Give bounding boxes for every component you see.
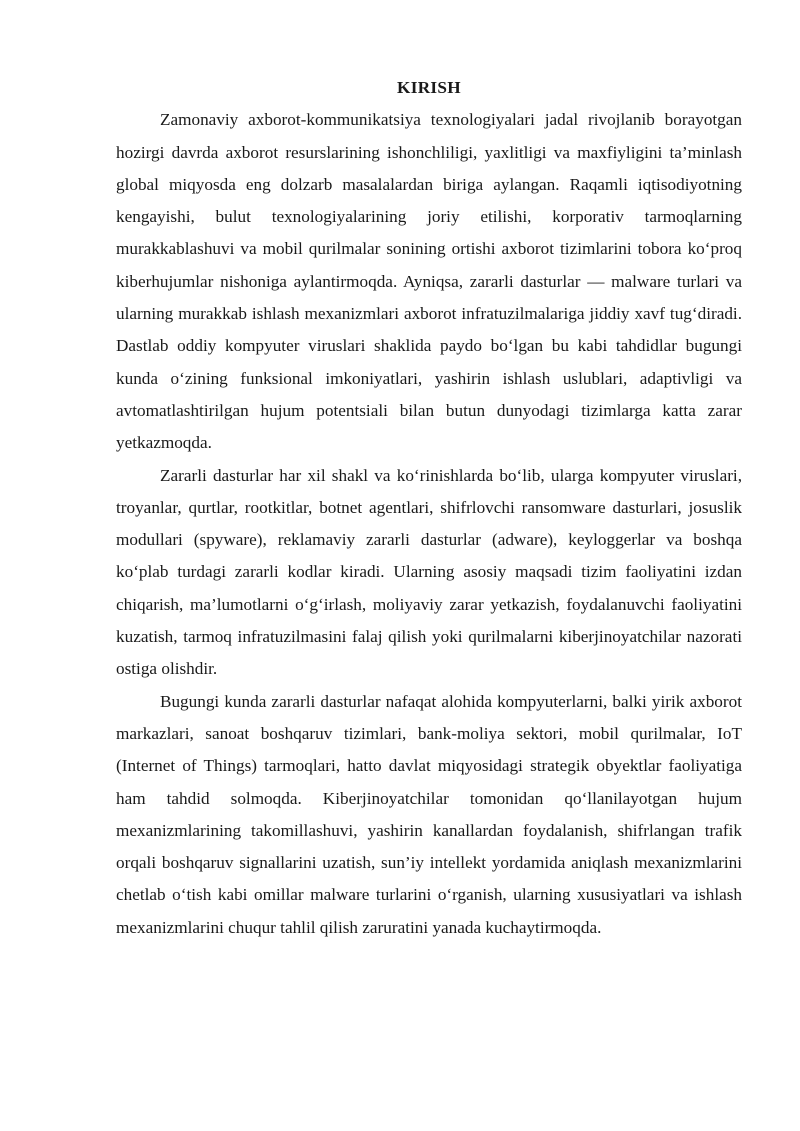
document-body bbox=[116, 72, 742, 944]
paragraph-2: Zararli dasturlar har xil shakl va ko‘rinishlarda bo‘lib, ularga kompyuter viruslari, troyanlar, qurtlar, rootkitlar, botnet agentlari, shifrlovchi ransomware dasturlari, josuslik modullari (spyware), reklamaviy zararli dasturlar (adware), keyloggerlar va boshqa ko‘plab turdagi zararli kodlar kiradi. Ularning asosiy maqsadi tizim faoliyatini izdan chiqarish, ma’lumotlarni o‘g‘irlash, moliyaviy zarar yetkazish, foydalanuvchi faoliyatini kuzatish, tarmoq infratuzilmasini falaj qilish yoki qurilmalarni kiberjinoyatchilar nazorati ostiga olishdir. bbox=[116, 465, 742, 679]
paragraph-1: Zamonaviy axborot-kommunikatsiya texnologiyalari jadal rivojlanib borayotgan hozirgi davrda axborot resurslarining ishonchliligi, yaxlitligi va maxfiyligini ta’minlash global miqyosda eng dolzarb masalalardan biriga aylangan. Raqamli iqtisodiyotning kengayishi, bulut texnologiyalarining joriy etilishi, korporativ tarmoqlarning murakkablashuvi va mobil qurilmalar sonining ortishi axborot tizimlarini tobora ko‘proq kiberhujumlar nishoniga aylantirmoqda. Ayniqsa, zararli dasturlar — malware turlari va ularning murakkab ishlash mexanizmlari axborot infratuzilmalariga jiddiy xavf tug‘diradi. Dastlab oddiy kompyuter viruslari shaklida paydo bo‘lgan bu kabi tahdidlar bugungi kunda o‘zining funksional imkoniyatlari, yashirin ishlash uslublari, adaptivligi va avtomatlashtirilgan hujum potentsiali bilan butun dunyodagi tizimlarga katta zarar yetkazmoqda. bbox=[116, 110, 742, 453]
paragraph-3: Bugungi kunda zararli dasturlar nafaqat alohida kompyuterlarni, balki yirik axborot markazlari, sanoat boshqaruv tizimlari, bank-moliya sektori, mobil qurilmalar, IoT (Internet of Things) tarmoqlari, hatto davlat miqyosidagi strategik obyektlar faoliyatiga ham tahdid solmoqda. Kiberjinoyatchilar tomonidan qo‘llanilayotgan hujum mexanizmlarining takomillashuvi, yashirin kanallardan foydalanish, shifrlangan trafik orqali boshqaruv signallarini uzatish, sun’iy intellekt yordamida aniqlash mexanizmlarini chetlab o‘tish kabi omillar malware turlarini o‘rganish, ularning xususiyatlari va ishlash mexanizmlarini chuqur tahlil qilish zaruratini yanada kuchaytirmoqda. bbox=[116, 691, 742, 937]
section-title: KIRISH bbox=[397, 78, 461, 97]
